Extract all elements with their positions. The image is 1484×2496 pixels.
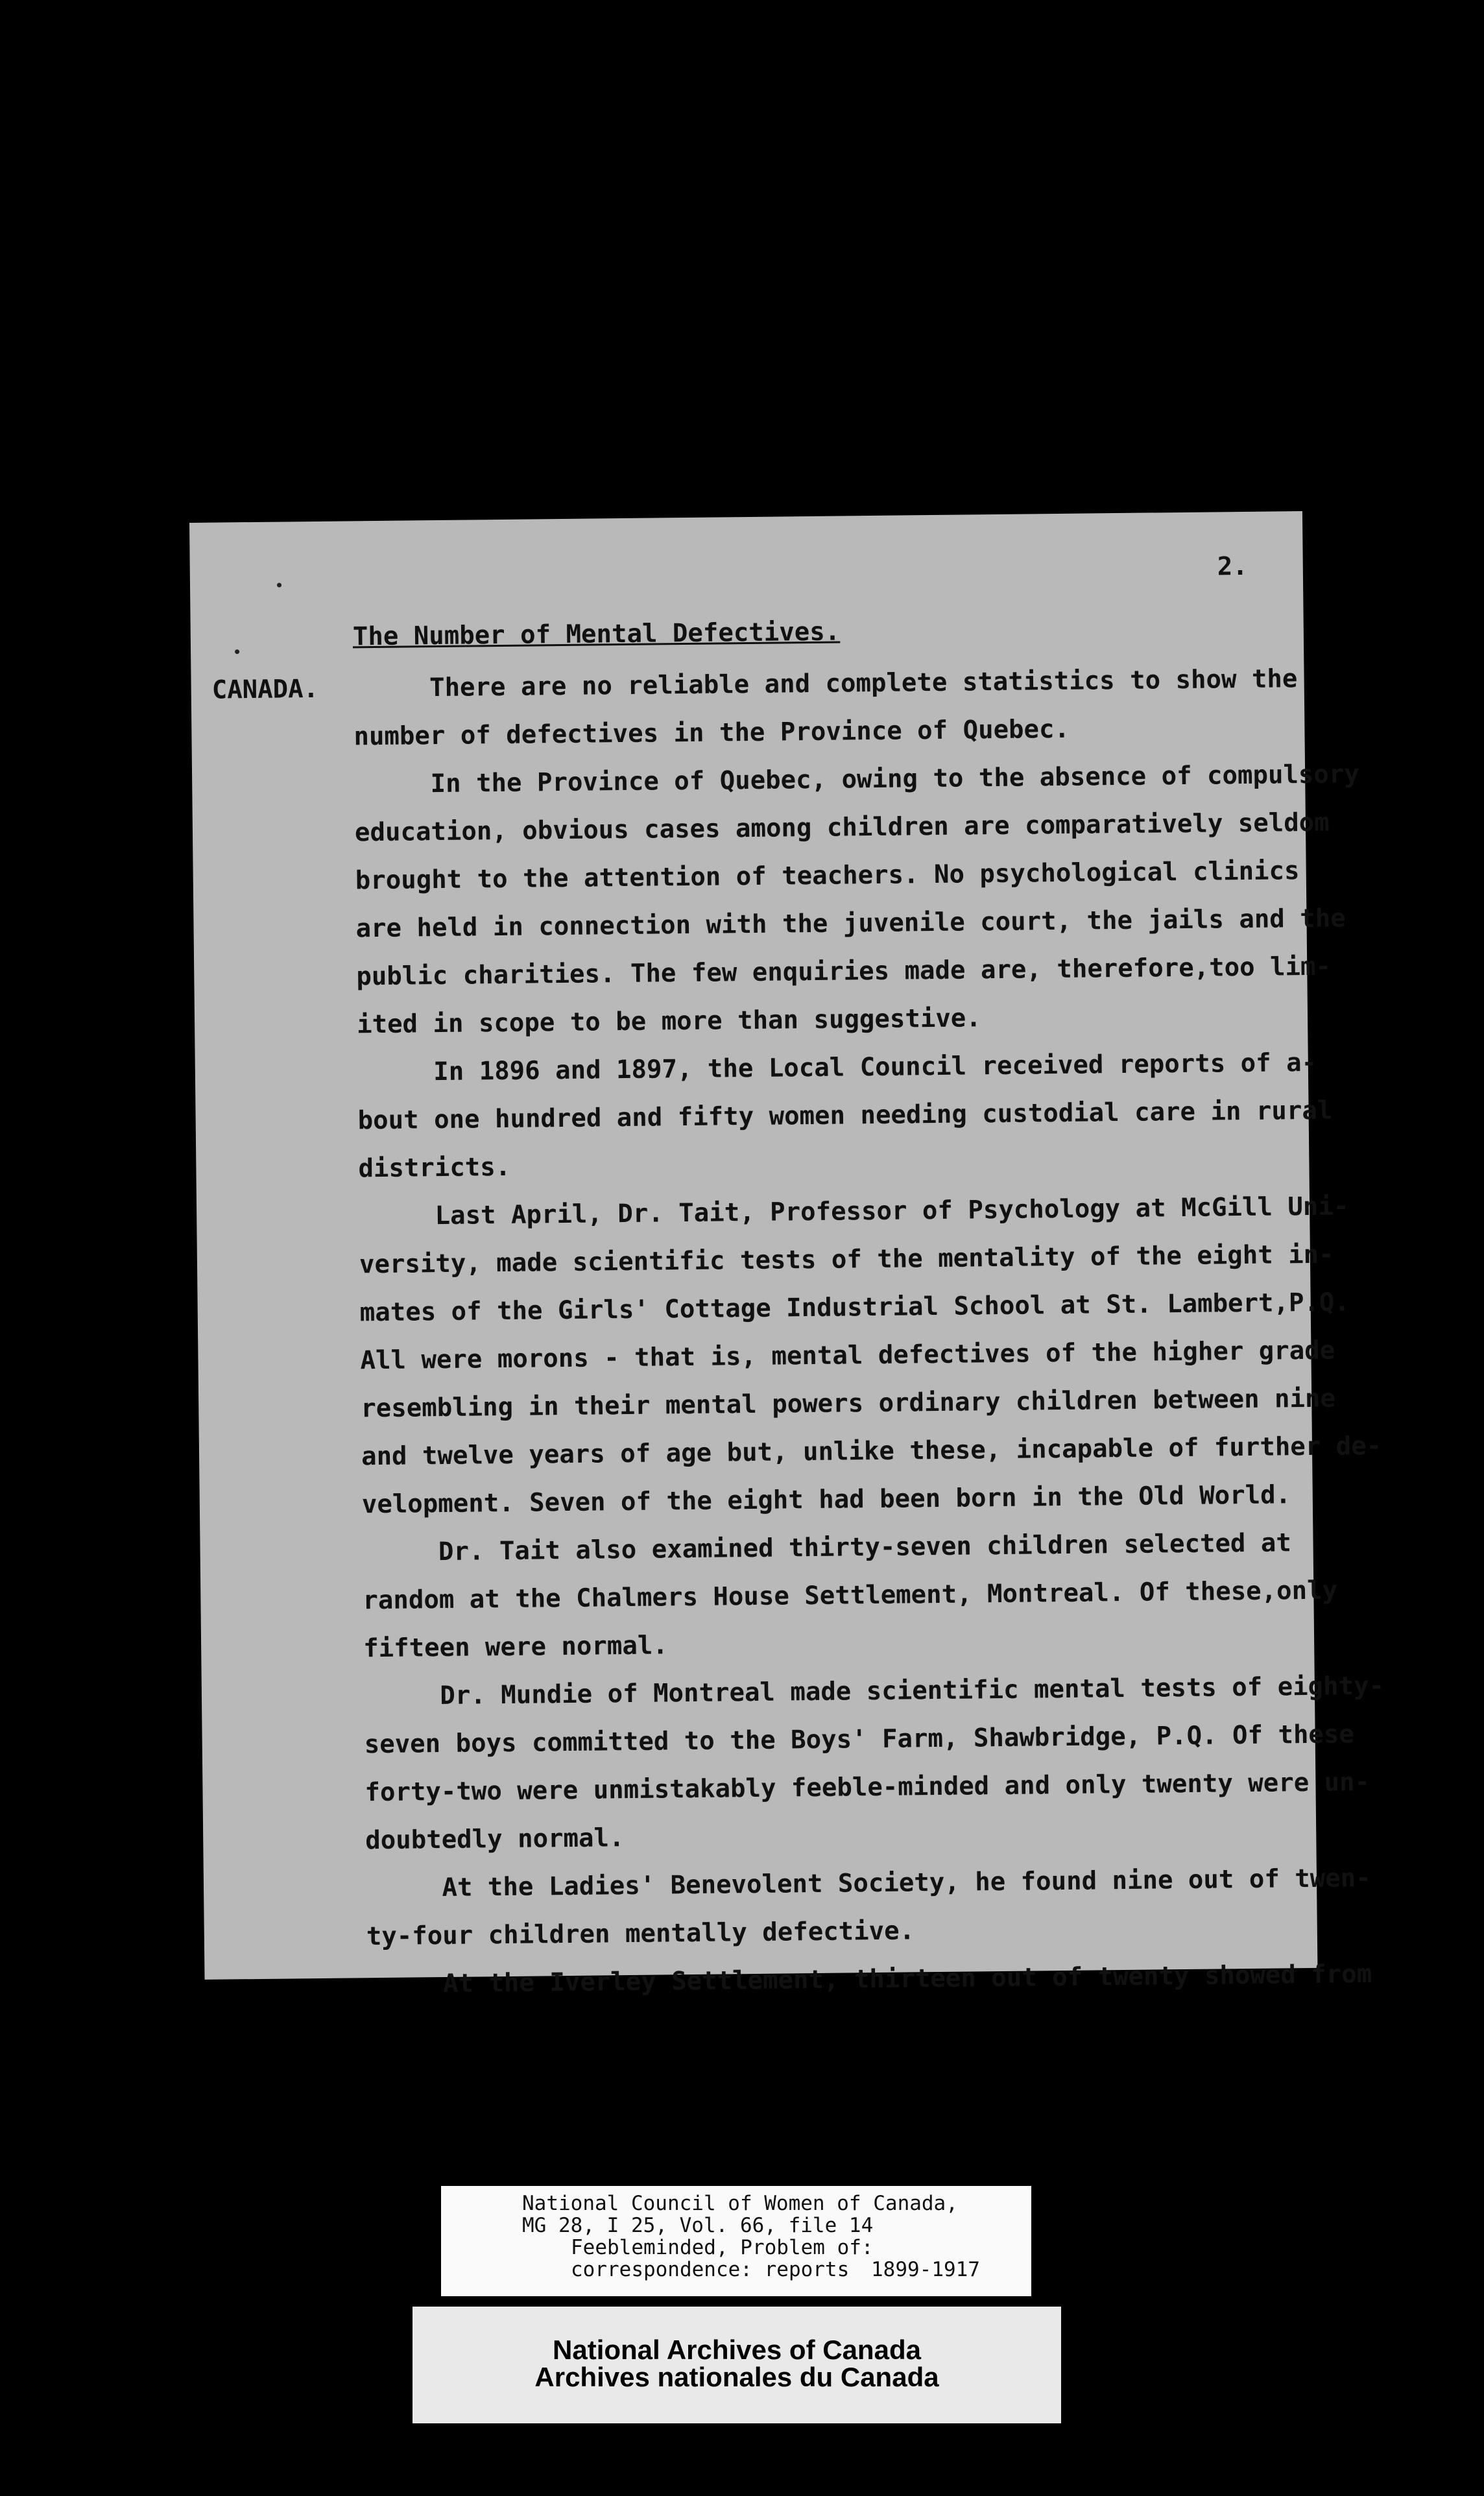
document-line: seven boys committed to the Boys' Farm, Shawbridge, P.Q. Of these [364, 1720, 1355, 1760]
document-line: resembling in their mental powers ordinary children between nine [361, 1384, 1336, 1424]
document-line: public charities. The few enquiries made are, therefore,too lim- [356, 952, 1332, 992]
document-line: In 1896 and 1897, the Local Council received reports of a- [357, 1048, 1317, 1088]
archive-name-fr: Archives nationales du Canada [534, 2362, 939, 2392]
paper-speck [277, 583, 281, 588]
document-line: districts. [358, 1152, 511, 1184]
document-line: ited in scope to be more than suggestive. [356, 1003, 981, 1040]
document-line: and twelve years of age but, unlike these, incapable of further de- [361, 1431, 1382, 1472]
document-line: random at the Chalmers House Settlement, Montreal. Of these,only [363, 1576, 1338, 1616]
section-title: The Number of Mental Defectives. [352, 617, 841, 652]
document-line: education, obvious cases among children are comparatively seldom [354, 808, 1330, 848]
typed-document-page [189, 511, 1385, 2000]
document-line: All were morons - that is, mental defectives of the higher grade [360, 1336, 1335, 1376]
document-line: brought to the attention of teachers. No psychological clinics [355, 856, 1300, 896]
document-line: mates of the Girls' Cottage Industrial School at St. Lambert,P.Q. [359, 1288, 1350, 1328]
document-line: fifteen were normal. [363, 1631, 669, 1664]
document-line: At the Ladies' Benevolent Society, he found nine out of twen- [365, 1864, 1371, 1904]
archive-stamp [413, 2307, 1061, 2423]
label-line: correspondence: reports [571, 2258, 850, 2281]
document-line: are held in connection with the juvenile court, the jails and the [355, 904, 1346, 944]
label-line: Feebleminded, Problem of: [571, 2236, 874, 2259]
document-line: ty-four children mentally defective. [366, 1916, 915, 1952]
document-line: versity, made scientific tests of the mentality of the eight in- [359, 1240, 1334, 1280]
document-line: bout one hundred and fifty women needing custodial care in rural [357, 1096, 1333, 1136]
label-years: 1899-1917 [871, 2258, 980, 2281]
document-line: velopment. Seven of the eight had been born in the Old World. [361, 1480, 1291, 1520]
archive-reference-label [441, 2186, 1031, 2296]
document-line: There are no reliable and complete statistics to show the [353, 664, 1298, 704]
document-line: number of defectives in the Province of Quebec. [353, 714, 1070, 752]
document-line: forty-two were unmistakably feeble-minded and only twenty were un- [365, 1768, 1370, 1808]
archive-name-en: National Archives of Canada [553, 2334, 921, 2365]
label-line: National Council of Women of Canada, [522, 2192, 958, 2215]
document-line: doubtedly normal. [365, 1823, 625, 1856]
document-line: Last April, Dr. Tait, Professor of Psychology at McGill Uni- [358, 1192, 1349, 1232]
document-line: In the Province of Quebec, owing to the absence of compulsory [354, 760, 1360, 800]
label-line: MG 28, I 25, Vol. 66, file 14 [522, 2214, 874, 2237]
margin-note: CANADA. [211, 674, 319, 705]
paper-speck [235, 649, 239, 654]
document-line: Dr. Mundie of Montreal made scientific mental tests of eighty- [363, 1671, 1385, 1712]
page-number: 2. [1217, 551, 1248, 582]
document-line: Dr. Tait also examined thirty-seven children selected at [362, 1528, 1292, 1568]
document-line: At the Iverley Settlement, thirteen out of twenty showed from [366, 1960, 1372, 2000]
